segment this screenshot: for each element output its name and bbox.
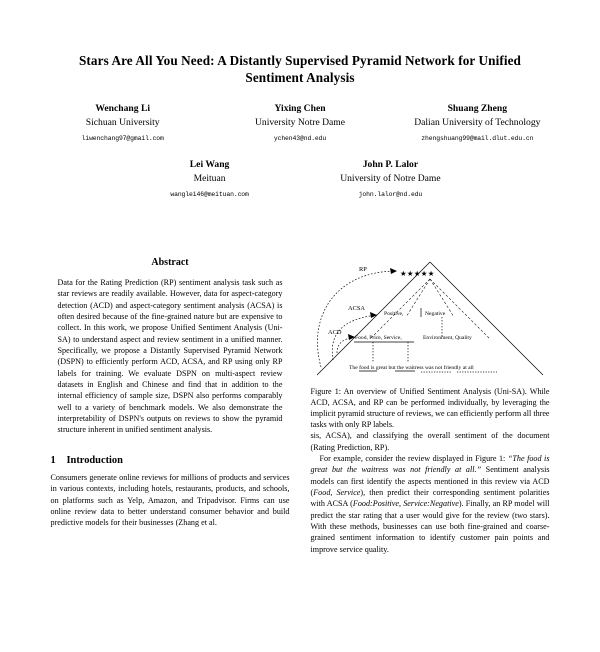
right-column xyxy=(311,257,550,652)
author-affiliation: Meituan xyxy=(193,173,226,184)
example-mid-1: Sentiment analysis models can first identify the aspects mentioned in this review via ACD ( xyxy=(310,465,550,498)
section-number: 1 xyxy=(50,454,56,466)
author-entry xyxy=(211,103,388,144)
example-mid-2: ), then predict their corresponding sentiment polarities with ACSA ( xyxy=(310,488,550,509)
figure-caption xyxy=(311,386,550,430)
author-email[interactable]: wanglei46@meituan.com xyxy=(170,191,249,198)
abstract-body xyxy=(51,277,290,436)
right-continued-paragraph: sis, ACSA), and classifying the overall sentiment of the document (Rating Prediction, RP). xyxy=(310,431,550,452)
acsa-polarities: Food:Positive, Service:Negative xyxy=(352,499,459,509)
author-name: Shuang Zheng xyxy=(447,103,508,114)
author-affiliation: University of Notre Dame xyxy=(340,173,441,184)
author-name: Yixing Chen xyxy=(274,103,326,114)
acd-aspects: Food, Service xyxy=(313,488,361,498)
author-name: Lei Wang xyxy=(189,159,230,170)
introduction-paragraph: Consumers generate online reviews for millions of products and services in various contexts, including hotels, restaurants, products, and schools, on platforms such as Yelp, Amazon, and Tripadvisor. Firms can use online review data to better understand consumer behavior and build predictive models for their businesses (Zhang et al. xyxy=(50,472,290,528)
author-email[interactable]: zhengshuang99@mail.dlut.edu.cn xyxy=(421,135,534,142)
author-block xyxy=(0,103,600,200)
base-review-text: The food is great but the waitress was not friendly at all xyxy=(348,365,474,371)
example-end: ). Finally, an RP model will predict the star rating that a user would give for the review (two stars). With these methods, businesses can use both fine-grained and coarse-grained sentiment information to identify customer pain points and improve service quality. xyxy=(310,499,550,554)
level2-negative: Negative xyxy=(424,311,445,317)
level2-positive: Positive, xyxy=(383,311,403,317)
author-row-1 xyxy=(34,103,566,144)
author-entry xyxy=(34,103,211,144)
pyramid-inner-lines xyxy=(371,279,489,338)
star-rating: ★★★★★ xyxy=(399,269,435,278)
review-quote: “The food is great but the waitress was not friendly at all.” xyxy=(310,454,550,475)
figure-caption-text: An overview of Unified Sentiment Analysis (Uni-SA). While ACD, ACSA, and RP can be performed individually, by leveraging the implicit pyramid structure of reviews, we can efficiently perform all three tasks with only RP labels. xyxy=(310,387,550,430)
author-entry xyxy=(119,159,300,200)
abstract-text: Data for the Rating Prediction (RP) sentiment analysis task such as star reviews are readily available. However, data for aspect-category detection (ACD) and aspect-category sentiment analysis (ACSA) is often desired because of the fine-grained nature but are expensive to collect. In this work, we propose Unified Sentiment Analysis (Uni-SA) to understand aspect and review sentiment in a unified manner. Specifically, we propose a Distantly Supervised Pyramid Network (DSPN) to efficiently perform ACD, ACSA, and RP using only RP labels for training. We evaluate DSPN on multi-aspect review datasets in English and Chinese and find that in addition to the internal efficiency of sample size, DSPN also performs comparably well to a variety of benchmark models. We also demonstrate the interpretability of DSPN's outputs on reviews to show the pyramid structure inherent in unified sentiment analysis. xyxy=(57,278,283,435)
author-affiliation: Dalian University of Technology xyxy=(414,117,541,128)
introduction-heading xyxy=(51,455,290,466)
figure-1-diagram xyxy=(311,257,550,379)
arrow-heads xyxy=(348,268,397,340)
pyramid-outline xyxy=(317,262,543,375)
body-columns xyxy=(0,257,600,652)
title-block xyxy=(0,52,600,86)
figure-label: Figure 1: xyxy=(310,387,341,396)
author-entry xyxy=(300,159,481,200)
author-email[interactable]: ychen43@nd.edu xyxy=(273,135,327,142)
author-email[interactable]: liwenchang97@gmail.com xyxy=(81,135,164,142)
section-title: Introduction xyxy=(66,454,123,466)
task-label-rp: RP xyxy=(358,266,367,273)
level3-aspects-b: Environment, Quality xyxy=(422,335,472,341)
page-title: Stars Are All You Need: A Distantly Supervised Pyramid Network for Unified Sentiment Analysis xyxy=(79,53,521,85)
abstract-heading: Abstract xyxy=(151,257,189,268)
introduction-section xyxy=(51,455,290,529)
author-email[interactable]: john.lalor@nd.edu xyxy=(358,191,423,198)
author-entry xyxy=(389,103,566,144)
left-column xyxy=(51,257,290,652)
author-name: Wenchang Li xyxy=(95,103,151,114)
example-intro: For example, consider the review displayed in Figure 1: xyxy=(319,454,508,464)
author-row-2 xyxy=(34,159,566,200)
task-label-acsa: ACSA xyxy=(347,305,365,312)
paper-page xyxy=(0,52,600,652)
task-arcs xyxy=(317,271,397,367)
right-example-paragraph xyxy=(311,453,550,555)
level3-aspects-a: Food, Price, Service, xyxy=(354,335,402,341)
task-label-acd: ACD xyxy=(327,329,341,336)
author-affiliation: University Notre Dame xyxy=(254,117,346,128)
author-affiliation: Sichuan University xyxy=(85,117,160,128)
author-name: John P. Lalor xyxy=(362,159,419,170)
